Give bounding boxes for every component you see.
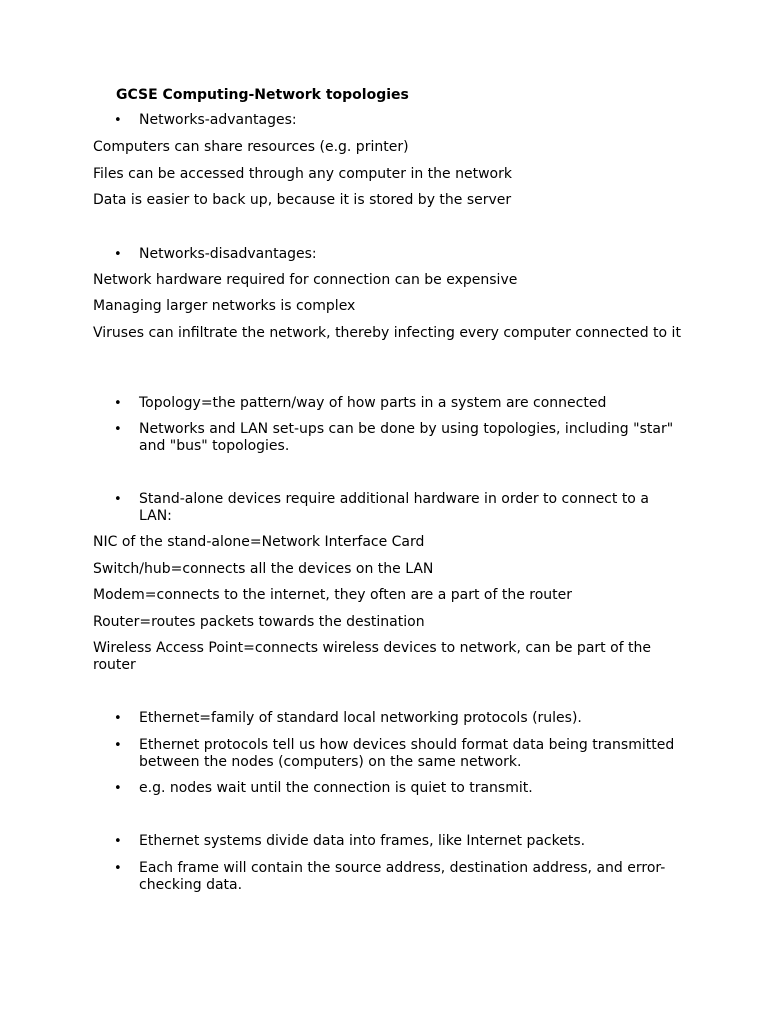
- hardware-line: Router=routes packets towards the destination: [93, 614, 425, 630]
- bullet-networks-advantages: • Networks-advantages:: [139, 112, 684, 129]
- bullet-frame-contents: • Each frame will contain the source address, destination address, and error-checking data.: [139, 860, 684, 894]
- bullet-ethernet-frames: • Ethernet systems divide data into frames, like Internet packets.: [139, 833, 684, 850]
- advantage-line: Computers can share resources (e.g. printer): [93, 139, 409, 155]
- advantage-line: Files can be accessed through any computer in the network: [93, 166, 512, 182]
- advantage-line: Data is easier to back up, because it is stored by the server: [93, 192, 512, 208]
- bullet-stand-alone-devices: • Stand-alone devices require additional hardware in order to connect to a LAN:: [139, 491, 684, 525]
- hardware-line: Modem=connects to the internet, they often are a part of the router: [93, 587, 573, 603]
- page-title: GCSE Computing-Network topologies: [116, 87, 409, 103]
- bullet-ethernet-example: • e.g. nodes wait until the connection is quiet to transmit.: [139, 780, 684, 797]
- bullet-networks-disadvantages: • Networks-disadvantages:: [139, 246, 684, 263]
- disadvantage-line: Network hardware required for connection can be expensive: [93, 272, 518, 288]
- bullet-network-setups: • Networks and LAN set-ups can be done by using topologies, including "star" and "bus" topologies.: [139, 421, 684, 455]
- bullet-topology: • Topology=the pattern/way of how parts in a system are connected: [139, 395, 684, 412]
- bullet-ethernet-protocols: • Ethernet protocols tell us how devices should format data being transmitted between the nodes (computers) on the same network.: [139, 737, 684, 771]
- hardware-line: NIC of the stand-alone=Network Interface Card: [93, 534, 425, 550]
- disadvantage-line: Viruses can infiltrate the network, thereby infecting every computer connected to it: [93, 325, 681, 341]
- hardware-line: Switch/hub=connects all the devices on the LAN: [93, 561, 434, 577]
- disadvantage-line: Managing larger networks is complex: [93, 298, 356, 314]
- hardware-line: Wireless Access Point=connects wireless devices to network, can be part of the router: [93, 640, 652, 673]
- bullet-ethernet-definition: • Ethernet=family of standard local networking protocols (rules).: [139, 710, 684, 727]
